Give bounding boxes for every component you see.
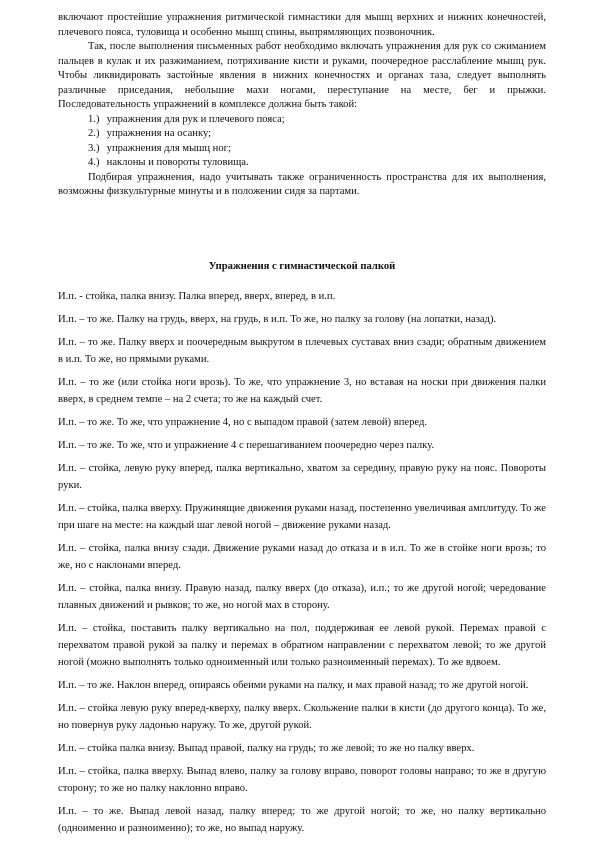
exercise-item: И.п. – то же. Наклон вперед, опираясь обеими руками на палку, и мах правой назад; то же другой ногой. bbox=[58, 680, 529, 691]
exercise-item: И.п. – то же. Выпад левой назад, палку вперед; то же другой ногой; то же, но палку вертикально (одноименно и разноименно); то же, но выпад наружу. bbox=[58, 806, 546, 834]
exercise-item: И.п. – то же. Палку на грудь, вверх, на грудь, в и.п. То же, но палку за голову (на лопатки, назад). bbox=[58, 314, 497, 325]
exercise-item: И.п. - стойка, палка внизу. Палка вперед, вверх, вперед, в и.п. bbox=[58, 291, 336, 302]
exercise-item: И.п. – стойка, палка внизу сзади. Движение руками назад до отказа и в и.п. То же в стойке ноги врозь; то же, но с наклонами вперед. bbox=[58, 543, 546, 571]
section-heading: Упражнения с гимнастической палкой bbox=[208, 261, 396, 272]
exercise-list bbox=[58, 288, 546, 843]
exercise-item: И.п. – стойка, левую руку вперед, палка вертикально, хватом за середину, правую руку на пояс. Повороты руки. bbox=[58, 463, 546, 491]
exercise-item: И.п. – то же. Палку вверх и поочередным выкрутом в плечевых суставах вниз сзади; обратным движением в и.п. То же, но прямыми руками. bbox=[58, 337, 546, 365]
exercise-item: И.п. – то же. То же, что упражнение 4, но с выпадом правой (затем левой) вперед. bbox=[58, 417, 427, 428]
intro-section bbox=[58, 11, 546, 200]
exercise-item: И.п. – стойка палка внизу. Выпад правой, палку на грудь; то же левой; то же но палку вверх. bbox=[58, 743, 475, 754]
intro-paragraph-3: Подбирая упражнения, надо учитывать также ограниченность пространства для их выполнения, возможны физкультурные минуты и в положении сидя за партами. bbox=[58, 171, 546, 197]
exercise-item: И.п. – стойка, палка внизу. Правую назад, палку вверх (до отказа), и.п.; то же другой ногой; чередование плавных движений и рывков; то же, но ногой мах в сторону. bbox=[58, 583, 546, 611]
intro-paragraph-1: включают простейшие упражнения ритмической гимнастики для мышц верхних и нижних конечностей, плечевого пояса, туловища и особенно мышц спины, выпрямляющих позвоночник. bbox=[58, 12, 546, 38]
exercise-item: И.п. – стойка, палка вверху. Пружинящие движения руками назад, постепенно увеличивая амплитуду. То же при шаге на месте: на каждый шаг левой ногой – движение руками назад. bbox=[58, 503, 546, 531]
list-item: 4.) наклоны и повороты туловища. bbox=[88, 157, 249, 168]
intro-paragraph-2: Так, после выполнения письменных работ необходимо включать упражнения для рук со сжиманием пальцев в кулак и их разжиманием, потряхивание кисти и руками, поочередное расслабление мышц рук. Чтобы ликвидировать застойные явления в нижних конечностях и органах таза, следует выполнять различные приседания, небольшие махи ногами, переступание на месте, бег и прыжки. Последовательность упражнений в комплексе должна быть такой: bbox=[58, 41, 546, 110]
exercise-item: И.п. – то же (или стойка ноги врозь). То же, что упражнение 3, но вставая на носки при движения палки вверх, в среднем темпе – на 2 счета; то же на каждый счет. bbox=[58, 377, 546, 405]
sequence-list bbox=[58, 113, 546, 171]
list-item: 1.) упражнения для рук и плечевого пояса; bbox=[88, 113, 285, 125]
list-item: 3.) упражнения для мышц ног; bbox=[88, 142, 231, 154]
exercise-item: И.п. – то же. То же, что и упражнение 4 с перешагиванием поочередно через палку. bbox=[58, 440, 435, 451]
exercise-item: И.п. – стойка, палка вверху. Выпад влево, палку за голову вправо, поворот головы направо; то же в другую сторону; то же но палку наклонно вправо. bbox=[58, 766, 546, 794]
exercise-item: И.п. – стойка левую руку вперед-кверху, палку вверх. Скольжение палки в кисти (до другого конца). То же, но повернув руку ладонью наружу. То же, другой рукой. bbox=[58, 703, 546, 731]
exercise-item: И.п. – стойка, поставить палку вертикально на пол, поддерживая ее левой рукой. Перемах правой с перехватом правой рукой за палку и перемах в обратном направлении с перехватом левой; то же другой ногой (можно выполнять только одноименный или только разноименный перемах). То же вдвоем. bbox=[58, 623, 546, 668]
list-item: 2.) упражнения на осанку; bbox=[88, 128, 212, 139]
